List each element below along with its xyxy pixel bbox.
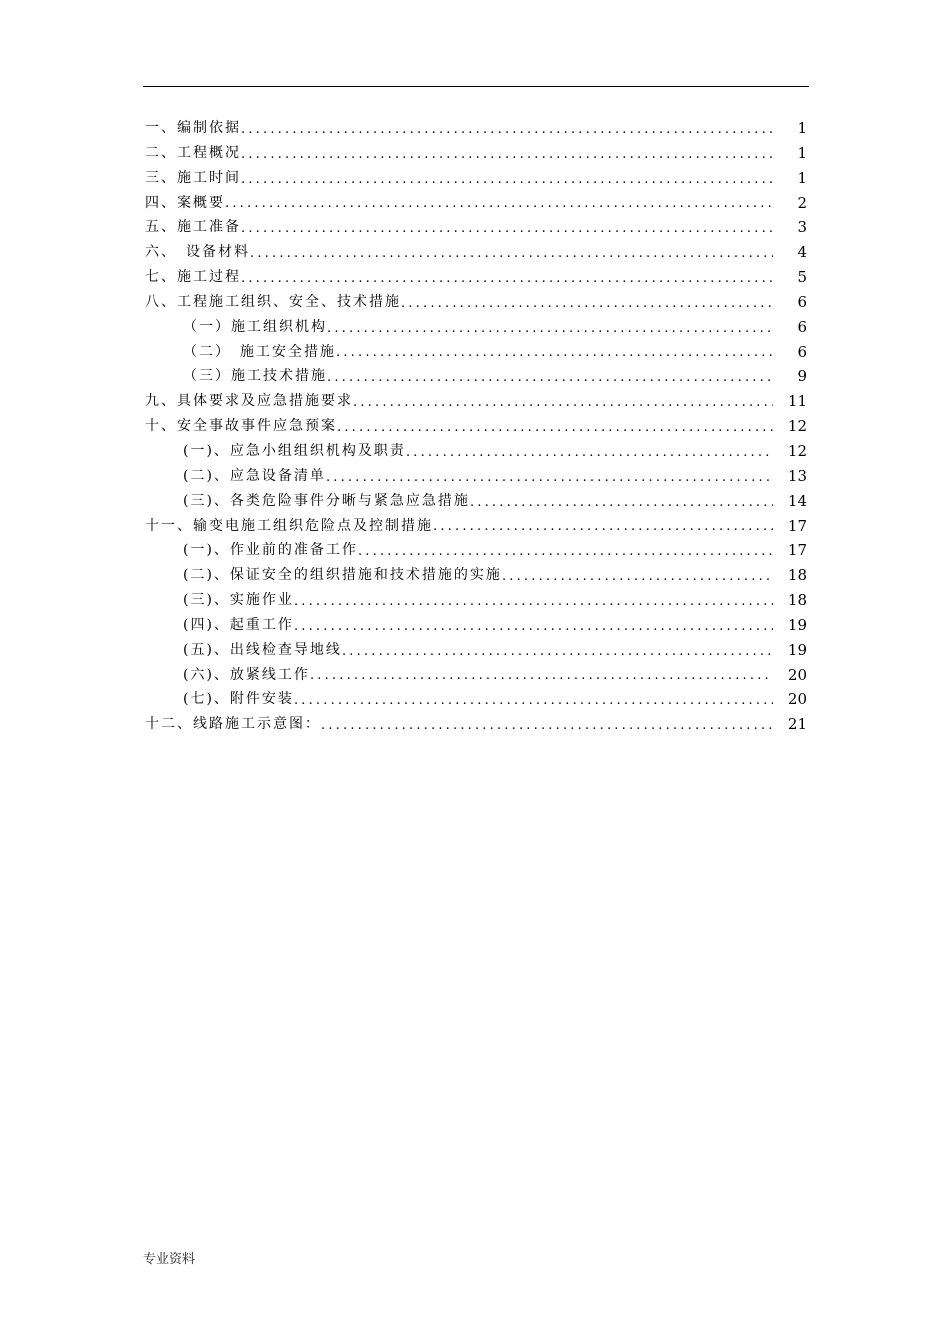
toc-entry-title: 八、工程施工组织、安全、技术措施: [145, 293, 401, 310]
toc-entry-page-number: 18: [787, 566, 807, 585]
toc-entry[interactable]: [145, 141, 807, 166]
toc-dot-leader: [401, 293, 773, 315]
toc-entry-title: 十一、输变电施工组织危险点及控制措施: [145, 517, 433, 534]
toc-entry[interactable]: [145, 514, 807, 539]
toc-entry[interactable]: [145, 265, 807, 290]
toc-entry-page-number: 9: [797, 367, 807, 386]
toc-entry-title: （一）施工组织机构: [183, 318, 327, 335]
toc-entry-title: 四、案概要: [145, 194, 225, 211]
toc-entry[interactable]: [145, 613, 807, 638]
toc-entry-page-number: 17: [787, 516, 807, 535]
toc-entry[interactable]: [145, 687, 807, 712]
toc-dot-leader: [358, 541, 773, 563]
toc-dot-leader: [310, 665, 773, 687]
toc-dot-leader: [250, 243, 773, 265]
toc-entry-page-number: 14: [787, 491, 807, 510]
toc-entry-page-number: 3: [797, 218, 807, 237]
toc-entry-page-number: 1: [797, 143, 807, 162]
toc-entry[interactable]: [145, 712, 807, 737]
toc-entry-title: (三)、实施作业: [183, 592, 294, 609]
toc-entry-page-number: 6: [797, 317, 807, 336]
toc-entry[interactable]: [145, 340, 807, 365]
toc-dot-leader: [336, 342, 773, 364]
toc-dot-leader: [294, 690, 773, 712]
toc-entry-title: 一、编制依据: [145, 120, 241, 136]
toc-entry-title: (三)、各类危险事件分晰与紧急应急措施: [183, 492, 470, 509]
toc-entry-title: 六、 设备材料: [145, 244, 250, 261]
toc-entry-title: (二)、保证安全的组织措施和技术措施的实施: [183, 567, 502, 584]
toc-dot-leader: [342, 641, 773, 663]
toc-entry-page-number: 6: [797, 292, 807, 311]
toc-entry-page-number: 19: [787, 615, 807, 634]
toc-entry-title: (二)、应急设备清单: [183, 467, 326, 484]
toc-dot-leader: [353, 392, 773, 414]
toc-entry[interactable]: [145, 489, 807, 514]
toc-dot-leader: [225, 193, 773, 215]
toc-dot-leader: [433, 516, 773, 538]
toc-dot-leader: [327, 318, 773, 340]
toc-entry[interactable]: [145, 663, 807, 688]
toc-dot-leader: [337, 417, 773, 439]
toc-entry-page-number: 12: [787, 441, 807, 460]
toc-entry-page-number: 6: [797, 342, 807, 361]
toc-entry-page-number: 17: [787, 541, 807, 560]
toc-entry[interactable]: [145, 389, 807, 414]
toc-entry-page-number: 20: [787, 665, 807, 684]
toc-entry[interactable]: [145, 191, 807, 216]
toc-dot-leader: [327, 367, 773, 389]
toc-entry-page-number: 1: [797, 119, 807, 137]
toc-entry[interactable]: [145, 588, 807, 613]
toc-entry-title: (七)、附件安装: [183, 691, 294, 708]
toc-dot-leader: [294, 591, 773, 613]
toc-entry-page-number: 12: [787, 417, 807, 436]
toc-entry-page-number: 4: [797, 243, 807, 262]
toc-entry[interactable]: [145, 116, 807, 141]
toc-dot-leader: [241, 119, 773, 141]
toc-entry[interactable]: [145, 166, 807, 191]
toc-entry-title: 十二、线路施工示意图：: [145, 716, 321, 733]
table-of-contents: [145, 116, 807, 737]
toc-entry-title: （二） 施工安全措施: [183, 343, 336, 360]
toc-entry[interactable]: [145, 215, 807, 240]
toc-entry[interactable]: [145, 414, 807, 439]
toc-entry-page-number: 20: [787, 690, 807, 709]
toc-entry-title: 九、具体要求及应急措施要求: [145, 393, 353, 410]
toc-entry-page-number: 18: [787, 591, 807, 610]
toc-dot-leader: [241, 169, 773, 191]
toc-dot-leader: [321, 715, 773, 737]
toc-entry-title: (一)、作业前的准备工作: [183, 542, 358, 559]
toc-entry[interactable]: [145, 538, 807, 563]
toc-entry-title: (四)、起重工作: [183, 616, 294, 633]
toc-entry-page-number: 1: [797, 168, 807, 187]
footer-label: 专业资料: [143, 1252, 196, 1267]
toc-entry-title: (五)、出线检查导地线: [183, 641, 342, 658]
toc-entry-title: 十、安全事故事件应急预案: [145, 418, 337, 435]
toc-entry[interactable]: [145, 464, 807, 489]
toc-entry-page-number: 21: [787, 715, 807, 734]
toc-entry-page-number: 19: [787, 640, 807, 659]
toc-entry[interactable]: [145, 563, 807, 588]
toc-entry-title: 七、施工过程: [145, 269, 241, 286]
toc-entry-title: （三）施工技术措施: [183, 368, 327, 385]
toc-entry[interactable]: [145, 364, 807, 389]
toc-entry-page-number: 5: [797, 268, 807, 287]
toc-dot-leader: [294, 616, 773, 638]
toc-dot-leader: [502, 566, 773, 588]
toc-dot-leader: [326, 467, 773, 489]
toc-entry[interactable]: [145, 240, 807, 265]
toc-dot-leader: [406, 442, 773, 464]
toc-entry[interactable]: [145, 439, 807, 464]
toc-entry-title: 二、工程概况: [145, 144, 241, 161]
header-rule: [143, 86, 809, 87]
toc-entry-title: (一)、应急小组组织机构及职责: [183, 442, 406, 459]
toc-entry-page-number: 13: [787, 466, 807, 485]
toc-dot-leader: [241, 144, 773, 166]
toc-entry-page-number: 11: [787, 392, 807, 411]
toc-entry[interactable]: [145, 638, 807, 663]
toc-entry-title: (六)、放紧线工作: [183, 666, 310, 683]
toc-dot-leader: [241, 218, 773, 240]
toc-dot-leader: [470, 492, 773, 514]
toc-dot-leader: [241, 268, 773, 290]
toc-entry-title: 三、施工时间: [145, 169, 241, 186]
toc-entry[interactable]: [145, 290, 807, 315]
toc-entry-title: 五、施工准备: [145, 219, 241, 236]
toc-entry-page-number: 2: [797, 193, 807, 212]
toc-entry[interactable]: [145, 315, 807, 340]
